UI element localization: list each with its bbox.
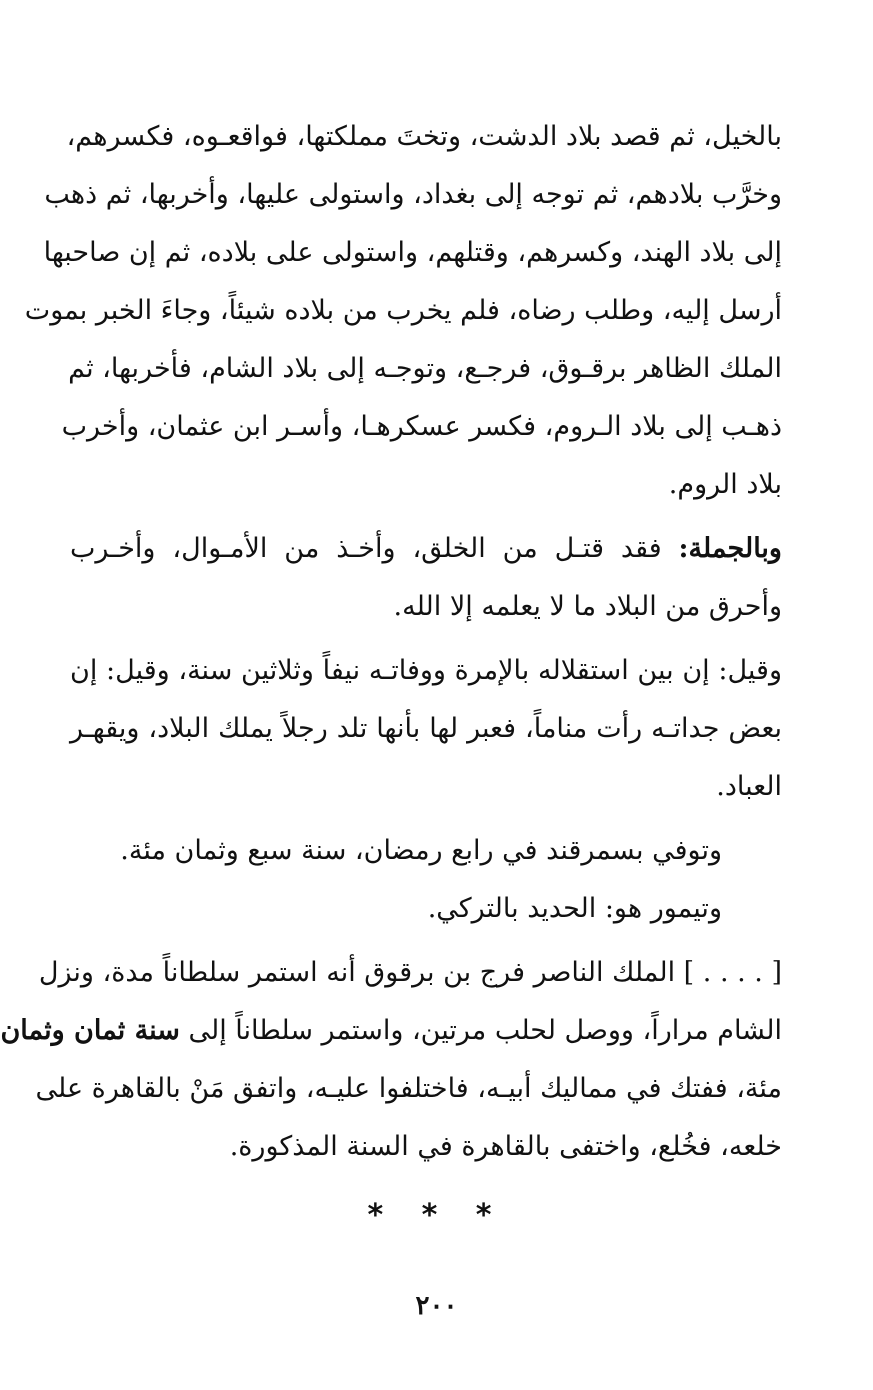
text-line: وأحرق من البلاد ما لا يعلمه إلا الله. (393, 591, 782, 622)
page-number: ٢٠٠ (415, 1291, 458, 1321)
text-line: وتوفي بسمرقند في رابع رمضان، سنة سبع وثمان مئة. (120, 835, 722, 866)
text-line: ذهـب إلى بلاد الـروم، فكسر عسكرهـا، وأسـر ابن عثمان، وأخرب (61, 411, 782, 442)
text-line: إلى بلاد الهند، وكسرهم، وقتلهم، واستولى على بلاده، ثم إن صاحبها (43, 237, 782, 268)
text-line: [ . . . . ] الملك الناصر فرج بن برقوق أنه استمر سلطاناً مدة، ونزل (38, 957, 782, 988)
text-line: العباد. (716, 771, 782, 802)
text-line: مئة، ففتك في مماليك أبيـه، فاختلفوا عليـه، واتفق مَنْ بالقاهرة على (35, 1073, 782, 1104)
text-line: بعض جداتـه رأت مناماً، فعبر لها بأنها تلد رجلاً يملك البلاد، ويقهـر (70, 713, 782, 744)
section-separator: * * * (367, 1198, 506, 1233)
text-line: أرسل إليه، وطلب رضاه، فلم يخرب من بلاده شيئاً، وجاءَ الخبر بموت (24, 295, 782, 326)
text-line: خلعه، فخُلع، واختفى بالقاهرة في السنة المذكورة. (229, 1131, 782, 1162)
text-line: وتيمور هو: الحديد بالتركي. (427, 893, 722, 924)
bold-lead: وبالجملة: (678, 533, 782, 564)
bold-date: سنة ثمان وثمان (0, 1015, 180, 1046)
text-line: بالخيل، ثم قصد بلاد الدشت، وتختَ مملكتها، فواقعـوه، فكسرهم، (66, 121, 782, 152)
page-body (0, 108, 783, 1176)
text-line: وخرَّب بلادهم، ثم توجه إلى بغداد، واستولى عليها، وأخربها، ثم ذهب (44, 179, 782, 210)
text-line: وبالجملة: فقد قتـل من الخلق، وأخـذ من الأمـوال، وأخـرب (70, 533, 782, 564)
text-line: الملك الظاهر برقـوق، فرجـع، وتوجـه إلى بلاد الشام، فأخربها، ثم (68, 353, 782, 384)
text-line: بلاد الروم. (668, 469, 782, 500)
text-line: الشام مراراً، ووصل لحلب مرتين، واستمر سلطاناً إلى سنة ثمان وثمان (0, 1015, 782, 1046)
text-line: وقيل: إن بين استقلاله بالإمرة ووفاتـه نيفاً وثلاثين سنة، وقيل: إن (70, 655, 783, 686)
